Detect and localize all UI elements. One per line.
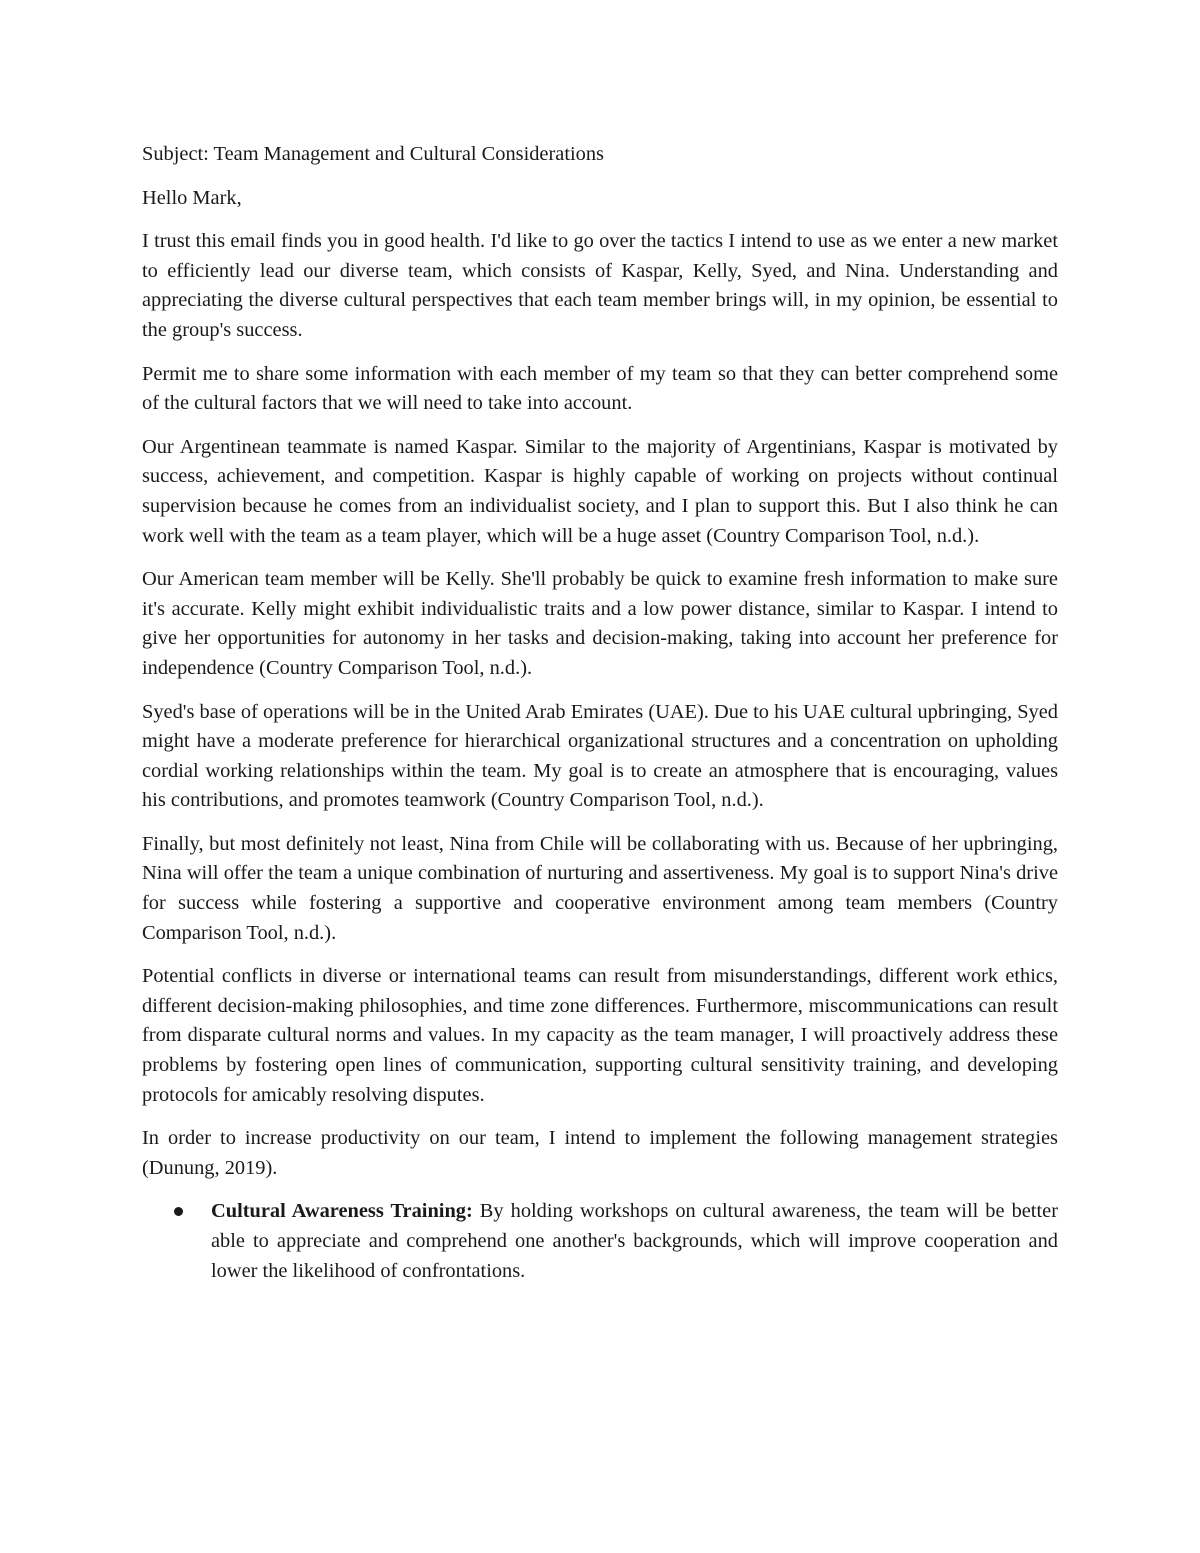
bullet-icon — [174, 1207, 183, 1216]
paragraph-intro: I trust this email finds you in good health. I'd like to go over the tactics I intend to use as we enter a new market to efficiently lead our diverse team, which consists of Kaspar, Kelly, Syed, and Nina. Understanding and appreciating the diverse cultural perspectives that each team member brings will, in my opinion, be essential to the group's success. — [142, 230, 1058, 341]
document-page — [142, 140, 1058, 1286]
paragraph-conflicts: Potential conflicts in diverse or international teams can result from misunderstandings, different work ethics, different decision-making philosophies, and time zone differences. Furthermore, miscommunications can result from disparate cultural norms and values. In my capacity as the team manager, I will proactively address these problems by fostering open lines of communication, supporting cultural sensitivity training, and developing protocols for amicably resolving disputes. — [142, 965, 1058, 1106]
bullet-term: Cultural Awareness Training: — [211, 1200, 473, 1223]
paragraph-nina: Finally, but most definitely not least, Nina from Chile will be collaborating with us. Because of her upbringing, Nina will offer the team a unique combination of nurturing and assertiveness. My goal is to support Nina's drive for success while fostering a supportive and cooperative environment among team members (Country Comparison Tool, n.d.). — [142, 832, 1058, 944]
paragraph-strategies-intro: In order to increase productivity on our team, I intend to implement the following management strategies (Dunung, 2019). — [142, 1127, 1058, 1179]
paragraph-syed: Syed's base of operations will be in the United Arab Emirates (UAE). Due to his UAE cultural upbringing, Syed might have a moderate preference for hierarchical organizational structures and a concentration on upholding cordial working relationships within the team. My goal is to create an atmosphere that is encouraging, values his contributions, and promotes teamwork (Country Comparison Tool, n.d.). — [142, 700, 1058, 812]
list-item — [142, 1197, 1058, 1286]
bullet-text: By holding workshops on cultural awareness, the team will be better able to appreciate and comprehend one another's backgrounds, which will improve cooperation and lower the likelihood of confrontations. — [211, 1200, 1058, 1282]
email-subject: Subject: Team Management and Cultural Considerations — [142, 143, 604, 165]
paragraph-share-info: Permit me to share some information with each member of my team so that they can better comprehend some of the cultural factors that we will need to take into account. — [142, 362, 1058, 415]
paragraph-kelly: Our American team member will be Kelly. She'll probably be quick to examine fresh information to make sure it's accurate. Kelly might exhibit individualistic traits and a low power distance, similar to Kaspar. I intend to give her opportunities for autonomy in her tasks and decision-making, taking into account her preference for independence (Country Comparison Tool, n.d.). — [142, 568, 1058, 679]
email-greeting: Hello Mark, — [142, 186, 242, 209]
strategy-list — [142, 1197, 1058, 1286]
paragraph-kaspar: Our Argentinean teammate is named Kaspar. Similar to the majority of Argentinians, Kaspar is motivated by success, achievement, and competition. Kaspar is highly capable of working on projects without continual supervision because he comes from an individualist society, and I plan to support this. But I also think he can work well with the team as a team player, which will be a huge asset (Country Comparison Tool, n.d.). — [142, 435, 1058, 547]
